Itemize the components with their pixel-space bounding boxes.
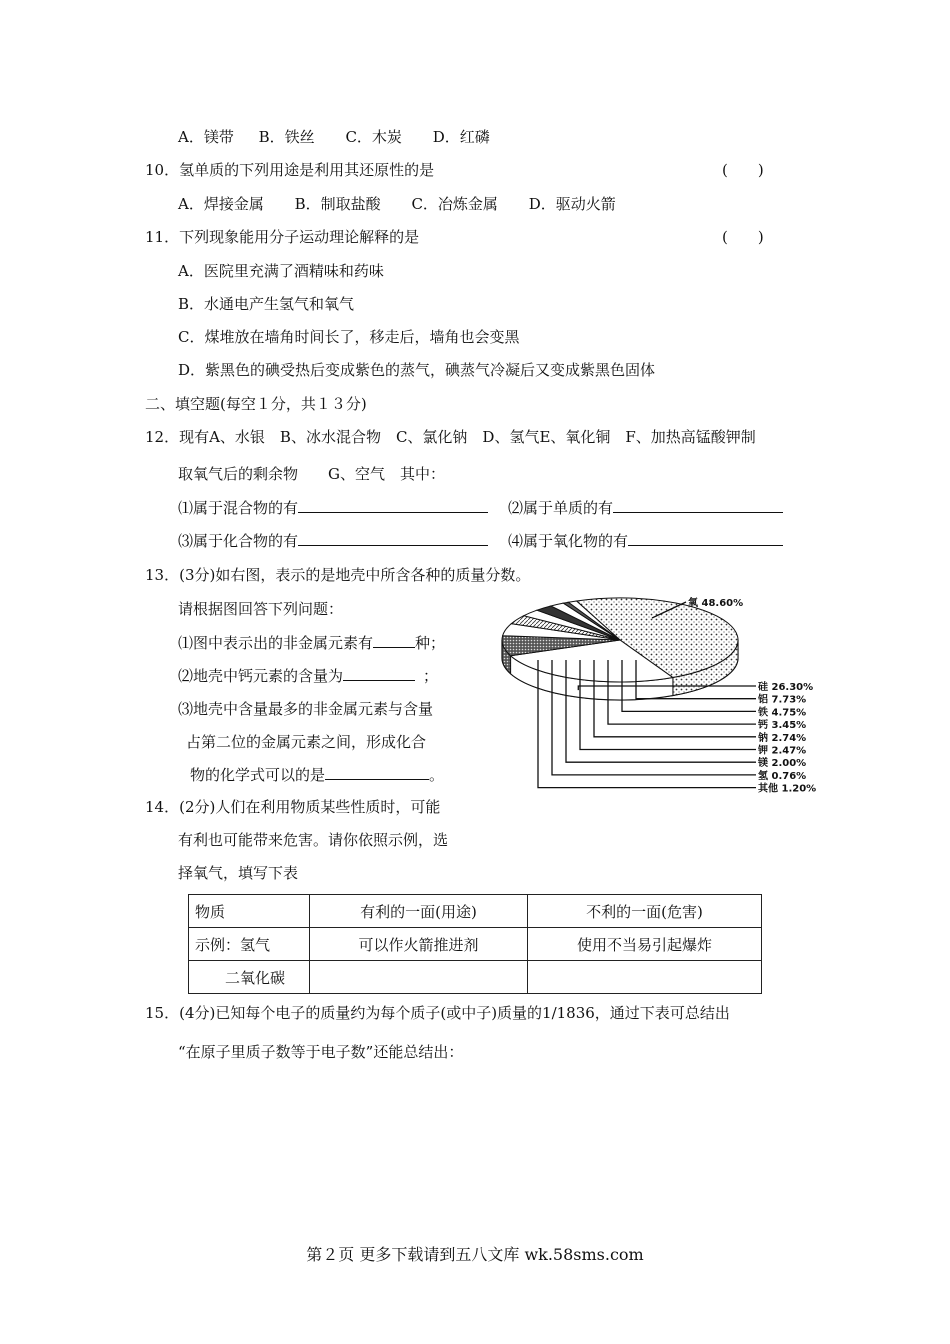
q12-part1-label: ⑴属于混合物的有 <box>178 499 299 517</box>
table-cell-empty[interactable] <box>310 961 528 994</box>
table-header-cell: 物质 <box>189 895 310 928</box>
q13-sub3-tail: 。 <box>429 766 445 784</box>
q13-sub2-blank[interactable] <box>343 666 415 681</box>
q14-table <box>188 894 762 994</box>
q12-part3 <box>178 531 488 551</box>
q9-option-d: D．红磷 <box>432 128 490 146</box>
q12-part3-label: ⑶属于化合物的有 <box>178 532 299 550</box>
q13-sub3-line3 <box>190 765 444 785</box>
q11-option-d: D．紫黑色的碘受热后变成紫色的蒸气，碘蒸气冷凝后又变成紫黑色固体 <box>178 361 656 379</box>
table-cell-empty[interactable] <box>528 961 762 994</box>
table-cell: 示例：氢气 <box>189 928 310 961</box>
table-cell: 可以作火箭推进剂 <box>310 928 528 961</box>
q11-option-b: B．水通电产生氢气和氧气 <box>178 295 355 313</box>
q13-sub3-line1: ⑶地壳中含量最多的非金属元素与含量 <box>178 700 434 718</box>
table-cell: 使用不当易引起爆炸 <box>528 928 762 961</box>
q11-option-a: A．医院里充满了酒精味和药味 <box>178 262 384 280</box>
q12-line2: 取氧气后的剩余物 G、空气 其中： <box>178 465 445 483</box>
table-row <box>189 928 762 961</box>
q14-line2: 有利也可能带来危害。请你依照示例，选 <box>178 831 449 849</box>
q13-sub1-text: ⑴图中表示出的非金属元素有 <box>178 634 374 652</box>
q12-part2-blank[interactable] <box>613 498 783 513</box>
q14-line3: 择氧气，填写下表 <box>178 864 299 882</box>
pie-label-氢: 氢 0.76% <box>758 770 807 782</box>
q13-sub2-text: ⑵地壳中钙元素的含量为 <box>178 667 344 685</box>
pie-label-硅: 硅 26.30% <box>758 682 814 693</box>
q9-option-b: B．铁丝 <box>258 128 315 146</box>
q13-sub1-tail: 种； <box>415 634 446 652</box>
q12-part4-label: ⑷属于氧化物的有 <box>508 532 629 550</box>
q9-option-a: A．镁带 <box>178 128 234 146</box>
pie-label-钙: 钙 3.45% <box>758 720 807 732</box>
q13-intro: 请根据图回答下列问题： <box>178 600 344 618</box>
crust-element-pie-chart <box>500 588 845 798</box>
q15-line2: “在原子里质子数等于电子数”还能总结出： <box>178 1043 464 1061</box>
q13-stem: 13．(3分)如右图，表示的是地壳中所含各种的质量分数。 <box>145 566 531 584</box>
q13-sub3-blank[interactable] <box>325 765 429 780</box>
q12-part3-blank[interactable] <box>298 531 488 546</box>
q10-stem: 10．氢单质的下列用途是利用其还原性的是 <box>145 161 435 179</box>
table-cell: 二氧化碳 <box>189 961 310 994</box>
q15-line1: 15．(4分)已知每个电子的质量约为每个质子(或中子)质量的1/1836，通过下表可总结出 <box>145 1004 730 1022</box>
pie-label-镁: 镁 2.00% <box>758 758 807 770</box>
pie-label-铁: 铁 4.75% <box>758 707 807 719</box>
q12-line1: 12．现有A、水银 B、冰水混合物 C、氯化钠 D、氢气E、氧化铜 F、加热高锰酸钾制 <box>145 428 756 446</box>
q10-option-b: B．制取盐酸 <box>294 195 381 213</box>
q13-sub2-tail: ； <box>423 667 439 685</box>
q14-line1: 14．(2分)人们在利用物质某些性质时，可能 <box>145 798 441 816</box>
q10-option-c: C．冶炼金属 <box>411 195 498 213</box>
q12-part4 <box>508 531 783 551</box>
pie-label-氧: 氧 48.60% <box>688 598 744 609</box>
q10-option-a: A．焊接金属 <box>178 195 264 213</box>
pie-label-其他: 其他 1.20% <box>758 783 817 795</box>
pie-label-铝: 铝 7.73% <box>758 694 807 706</box>
q11-answer-paren: ( ) <box>722 228 764 246</box>
q12-part1 <box>178 498 488 518</box>
q13-sub2 <box>178 666 438 686</box>
q9-option-c: C．木炭 <box>345 128 402 146</box>
q12-part1-blank[interactable] <box>298 498 488 513</box>
q10-options <box>178 194 616 214</box>
q12-part2 <box>508 498 783 518</box>
table-row <box>189 961 762 994</box>
q11-stem: 11．下列现象能用分子运动理论解释的是 <box>145 228 420 246</box>
q10-option-d: D．驱动火箭 <box>528 195 616 213</box>
section-heading: 二、填空题(每空１分，共１３分) <box>145 395 367 413</box>
q12-part4-blank[interactable] <box>628 531 783 546</box>
q10-answer-paren: ( ) <box>722 161 764 179</box>
q12-part2-label: ⑵属于单质的有 <box>508 499 614 517</box>
table-header-cell: 有利的一面(用途) <box>310 895 528 928</box>
q11-option-c: C．煤堆放在墙角时间长了，移走后，墙角也会变黑 <box>178 328 520 346</box>
q9-options <box>178 127 490 147</box>
table-header-row <box>189 895 762 928</box>
q13-sub1 <box>178 633 445 653</box>
q13-sub3-line2: 占第二位的金属元素之间，形成化合 <box>186 733 427 751</box>
page-footer: 第２页 更多下载请到五八文库 wk.58sms.com <box>306 1245 644 1264</box>
pie-label-钾: 钾 2.47% <box>758 745 807 757</box>
table-header-cell: 不利的一面(危害) <box>528 895 762 928</box>
q13-sub3-text: 物的化学式可以的是 <box>190 766 326 784</box>
q13-sub1-blank[interactable] <box>373 633 415 648</box>
pie-label-钠: 钠 2.74% <box>758 732 807 744</box>
